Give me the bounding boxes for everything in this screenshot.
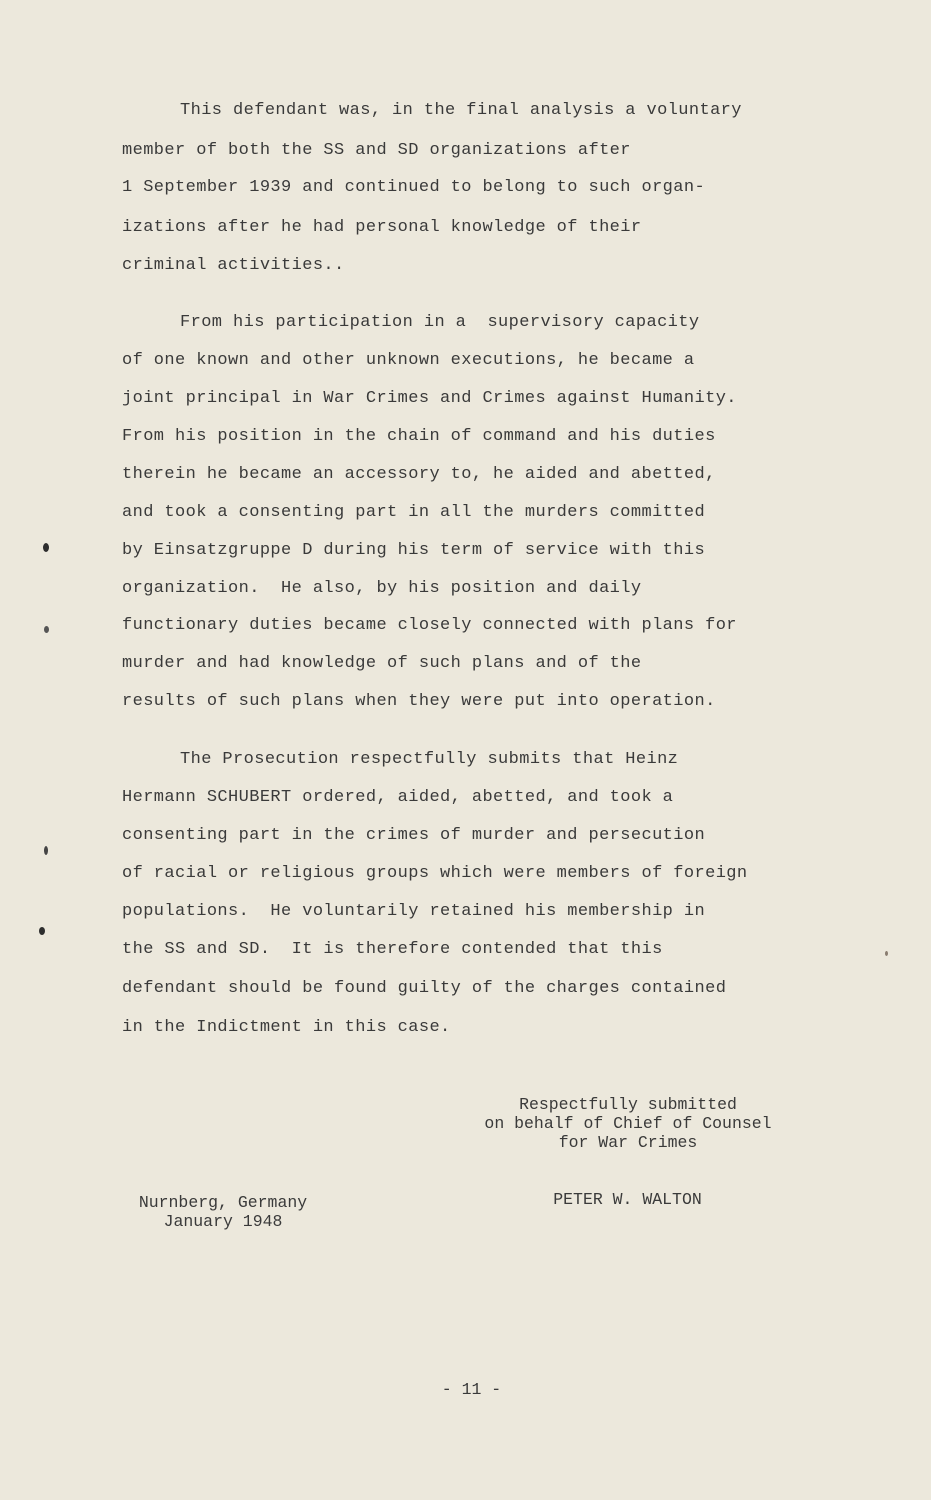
paragraph-3-line-6: the SS and SD. It is therefore contended that this [122,940,663,959]
margin-ink-mark [885,951,888,956]
signatory-name: PETER W. WALTON [553,1190,702,1209]
margin-ink-mark [43,543,49,552]
paragraph-2-line-2: of one known and other unknown executions, he became a [122,351,695,370]
paragraph-1-line-3: 1 September 1939 and continued to belong to such organ- [122,178,706,197]
paragraph-3-line-1: The Prosecution respectfully submits that Heinz [180,750,679,769]
paragraph-2-line-8: organization. He also, by his position and daily [122,579,642,598]
paragraph-3-line-7: defendant should be found guilty of the charges contained [122,979,727,998]
paragraph-1-line-4: izations after he had personal knowledge of their [122,218,642,237]
paragraph-2-line-11: results of such plans when they were put into operation. [122,692,716,711]
margin-ink-mark [39,927,45,935]
margin-ink-mark [44,846,48,855]
paragraph-2-line-1: From his participation in a supervisory capacity [180,313,700,332]
paragraph-2-line-10: murder and had knowledge of such plans and of the [122,654,642,673]
paragraph-2-line-5: therein he became an accessory to, he aided and abetted, [122,465,716,484]
paragraph-2-line-9: functionary duties became closely connected with plans for [122,616,737,635]
closing-line-1: Respectfully submitted [519,1095,737,1114]
closing-line-2: on behalf of Chief of Counsel [484,1114,772,1133]
date-line: January 1948 [163,1212,283,1231]
paragraph-3-line-4: of racial or religious groups which were members of foreign [122,864,748,883]
paragraph-3-line-2: Hermann SCHUBERT ordered, aided, abetted, and took a [122,788,674,807]
paragraph-3-line-3: consenting part in the crimes of murder and persecution [122,826,706,845]
closing-line-3: for War Crimes [558,1133,698,1152]
paragraph-2-line-3: joint principal in War Crimes and Crimes against Humanity. [122,389,737,408]
place-line: Nurnberg, Germany [138,1193,308,1212]
paragraph-1-line-5: criminal activities.. [122,256,345,275]
margin-ink-mark [44,626,49,633]
paragraph-1-line-1: This defendant was, in the final analysis a voluntary [180,101,742,120]
paragraph-3-line-8: in the Indictment in this case. [122,1018,451,1037]
paragraph-1-line-2: member of both the SS and SD organizations after [122,141,631,160]
paragraph-2-line-7: by Einsatzgruppe D during his term of service with this [122,541,706,560]
page-number: - 11 - [441,1380,502,1399]
paragraph-2-line-4: From his position in the chain of command and his duties [122,427,716,446]
paragraph-3-line-5: populations. He voluntarily retained his membership in [122,902,706,921]
paragraph-2-line-6: and took a consenting part in all the murders committed [122,503,706,522]
